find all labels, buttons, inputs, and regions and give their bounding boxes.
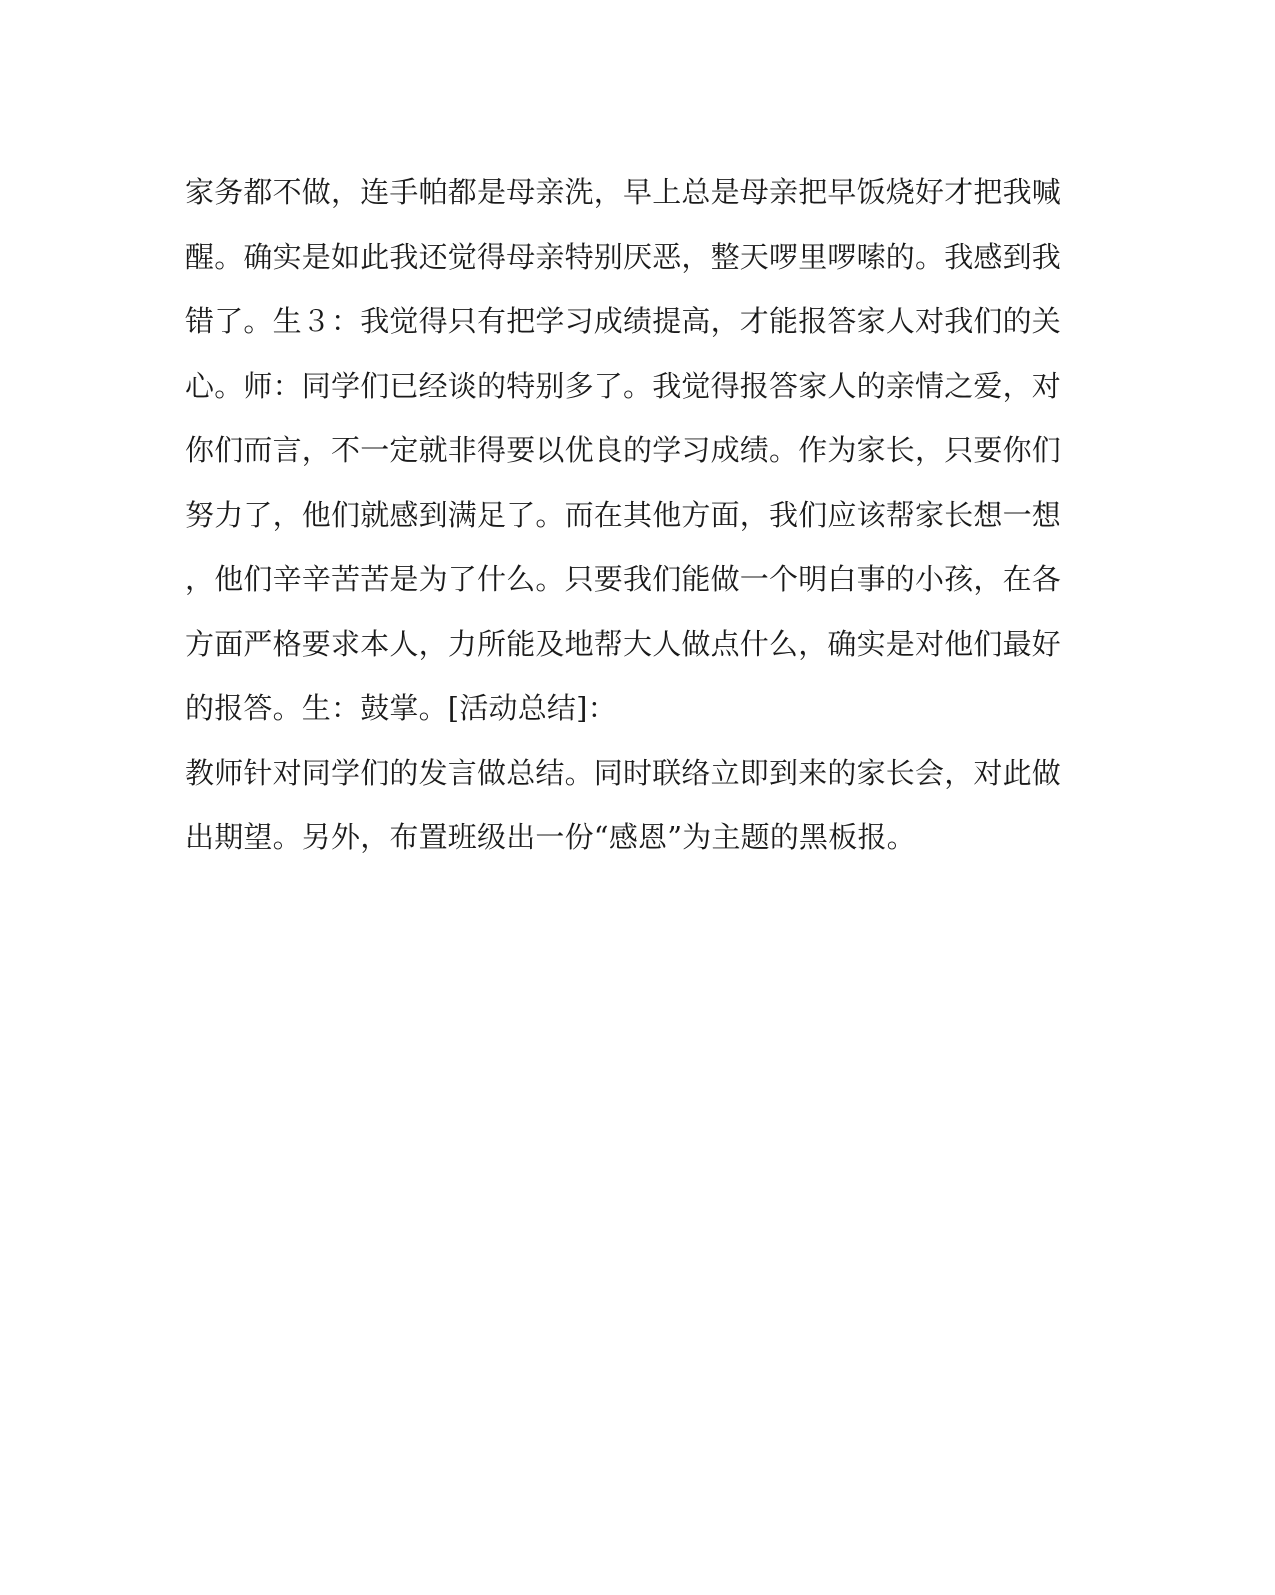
text-line: 心。师：同学们已经谈的特别多了。我觉得报答家人的亲情之爱，对 xyxy=(185,368,1062,403)
text-line: 出期望。另外，布置班级出一份“感恩”为主题的黑板报。 xyxy=(185,820,916,854)
text-line: 醒。确实是如此我还觉得母亲特别厌恶，整天啰里啰嗦的。我感到我 xyxy=(185,239,1062,274)
text-line: ，他们辛辛苦苦是为了什么。只要我们能做一个明白事的小孩，在各 xyxy=(185,562,1062,596)
text-line: 方面严格要求本人，力所能及地帮大人做点什么，确实是对他们最好 xyxy=(185,626,1062,661)
body-text xyxy=(185,160,1065,870)
text-line: 的报答。生：鼓掌。[活动总结]： xyxy=(185,691,617,725)
text-line: 教师针对同学们的发言做总结。同时联络立即到来的家长会，对此做 xyxy=(185,755,1062,790)
text-line: 努力了，他们就感到满足了。而在其他方面，我们应该帮家长想一想 xyxy=(185,497,1062,532)
text-line: 错了。生３：我觉得只有把学习成绩提高，才能报答家人对我们的关 xyxy=(185,304,1062,338)
text-line: 你们而言，不一定就非得要以优良的学习成绩。作为家长，只要你们 xyxy=(185,433,1062,467)
text-line: 家务都不做，连手帕都是母亲洗，早上总是母亲把早饭烧好才把我喊 xyxy=(185,175,1062,209)
